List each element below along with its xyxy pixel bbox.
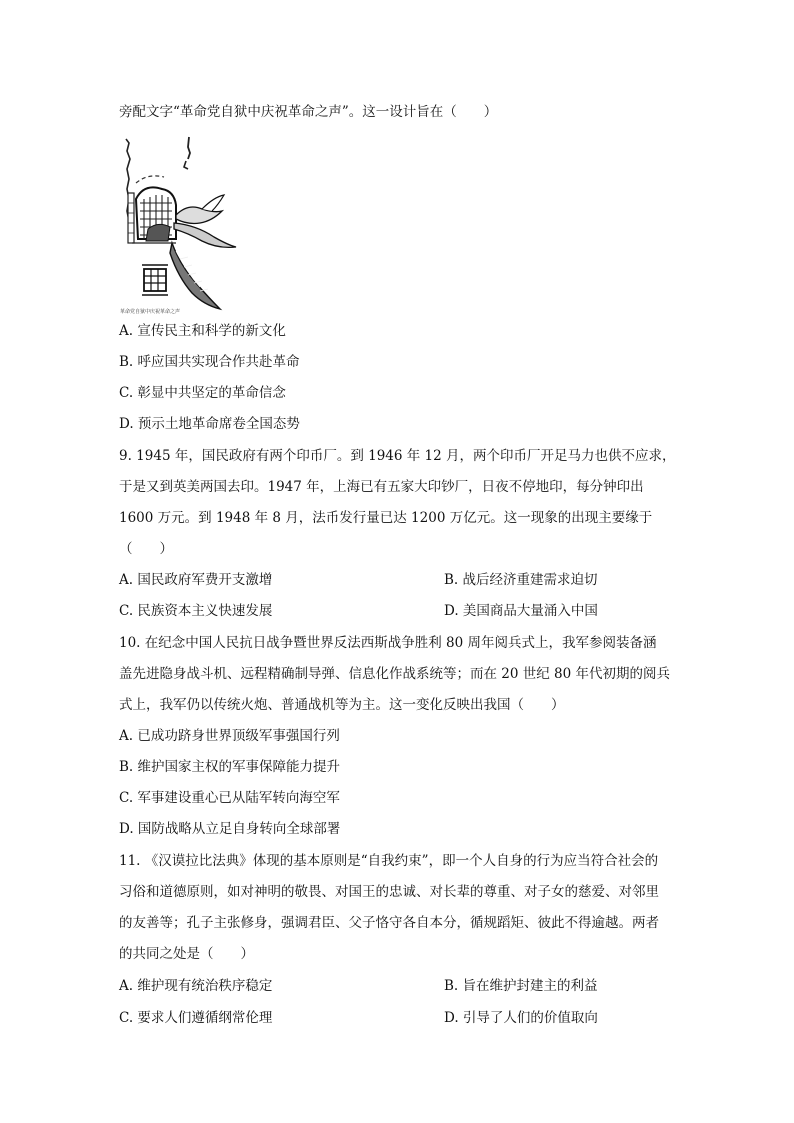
q11-stem-line-4: 的共同之处是（ ） <box>119 946 254 962</box>
q9-option-a: A. 国民政府军费开支激增 <box>119 572 273 588</box>
q10-option-d: D. 国防战略从立足自身转向全球部署 <box>119 821 341 837</box>
q10-stem-line-1: 10. 在纪念中国人民抗日战争暨世界反法西斯战争胜利 80 周年阅兵式上，我军参阅装备涵 <box>119 635 657 651</box>
q11-option-c: C. 要求人们遵循纲常伦理 <box>119 1010 273 1026</box>
q9-stem-line-2: 于是又到英美两国去印。1947 年，上海已有五家大印钞厂，日夜不停地印，每分钟印出 <box>119 479 644 495</box>
q9-stem-line-3: 1600 万元。到 1948 年 8 月，法币发行量已达 1200 万亿元。这一现象的出现主要缘于 <box>119 510 653 526</box>
q9-option-d: D. 美国商品大量涌入中国 <box>444 603 598 619</box>
q11-stem-line-1: 11. 《汉谟拉比法典》体现的基本原则是“自我约束”，即一个人自身的行为应当符合社会的 <box>119 853 659 869</box>
q11-option-b: B. 旨在维护封建主的利益 <box>444 978 598 994</box>
q9-stem-line-1: 9. 1945 年，国民政府有两个印币厂。到 1946 年 12 月，两个印币厂开足马力也供不应求， <box>119 448 676 464</box>
q8-option-b: B. 呼应国共实现合作共赴革命 <box>119 354 300 370</box>
q11-option-d: D. 引导了人们的价值取向 <box>444 1010 598 1026</box>
q9-option-b: B. 战后经济重建需求迫切 <box>444 572 598 588</box>
q11-option-a: A. 维护现有统治秩序稳定 <box>119 978 273 994</box>
q9-option-c: C. 民族资本主义快速发展 <box>119 603 273 619</box>
question-8-stem-end: 旁配文字“革命党自狱中庆祝革命之声”。这一设计旨在（ ） <box>119 104 498 120</box>
q10-stem-line-2: 盖先进隐身战斗机、远程精确制导弹、信息化作战系统等；而在 20 世纪 80 年代初期的阅兵 <box>119 666 671 682</box>
prison-celebration-illustration <box>118 133 240 315</box>
cartoon-figure <box>118 133 240 315</box>
q10-option-b: B. 维护国家主权的军事保障能力提升 <box>119 759 341 775</box>
q8-option-c: C. 彰显中共坚定的革命信念 <box>119 385 286 401</box>
q8-option-d: D. 预示土地革命席卷全国态势 <box>119 416 300 432</box>
q11-stem-line-3: 的友善等；孔子主张修身，强调君臣、父子恪守各自本分，循规蹈矩、彼此不得逾越。两者 <box>119 915 659 931</box>
q11-stem-line-2: 习俗和道德原则，如对神明的敬畏、对国王的忠诚、对长辈的尊重、对子女的慈爱、对邻里 <box>119 884 659 900</box>
q8-option-a: A. 宣传民主和科学的新文化 <box>119 323 286 339</box>
q10-stem-line-3: 式上，我军仍以传统火炮、普通战机等为主。这一变化反映出我国（ ） <box>119 697 565 713</box>
q9-stem-line-4: （ ） <box>119 541 173 557</box>
q10-option-a: A. 已成功跻身世界顶级军事强国行列 <box>119 728 340 744</box>
figure-caption: 革命党自狱中庆祝革命之声 <box>120 309 181 315</box>
q10-option-c: C. 军事建设重心已从陆军转向海空军 <box>119 790 340 806</box>
